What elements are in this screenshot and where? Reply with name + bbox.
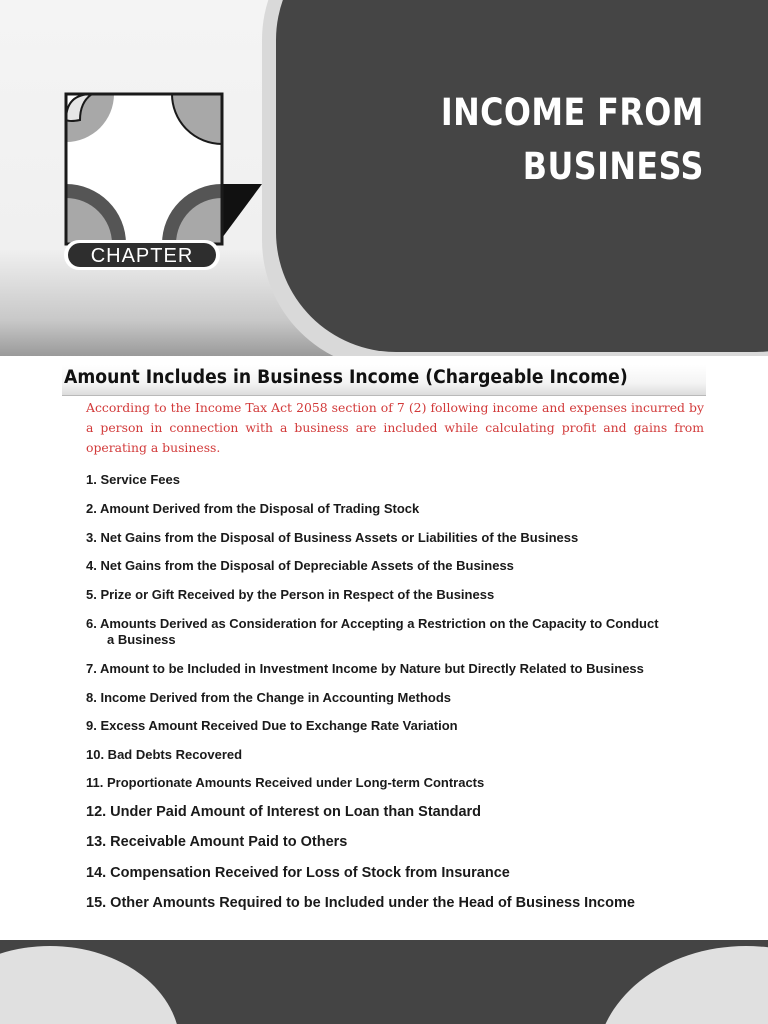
list-item: 5. Prize or Gift Received by the Person in Respect of the Business bbox=[86, 587, 495, 602]
chapter-logo-icon bbox=[60, 88, 266, 274]
list-item: 14. Compensation Received for Loss of Stock from Insurance bbox=[86, 865, 510, 881]
list-item: 4. Net Gains from the Disposal of Depreciable Assets of the Business bbox=[86, 558, 514, 573]
chapter-logo-label: CHAPTER bbox=[90, 245, 194, 267]
list-item: 11. Proportionate Amounts Received under Long-term Contracts bbox=[86, 775, 485, 790]
list-item: 13. Receivable Amount Paid to Others bbox=[86, 834, 348, 850]
list-item: 9. Excess Amount Received Due to Exchange Rate Variation bbox=[86, 718, 458, 733]
list-item: 7. Amount to be Included in Investment Income by Nature but Directly Related to Business bbox=[86, 661, 644, 676]
list-item: 10. Bad Debts Recovered bbox=[86, 747, 243, 762]
chapter-title-line1: INCOME FROM bbox=[440, 91, 704, 134]
list-item: 15. Other Amounts Required to be Included under the Head of Business Income bbox=[86, 895, 635, 911]
section-heading bbox=[62, 365, 706, 396]
intro-paragraph: According to the Income Tax Act 2058 section of 7 (2) following income and expenses incurred by a person in connection with a business are included while calculating profit and gains from operating a business. bbox=[86, 400, 704, 455]
chapter-header bbox=[0, 0, 768, 356]
list-item-continuation: a Business bbox=[107, 632, 176, 647]
footer-right-curve bbox=[596, 946, 768, 1024]
list-item: 2. Amount Derived from the Disposal of Trading Stock bbox=[86, 501, 420, 516]
list-item: 6. Amounts Derived as Consideration for Accepting a Restriction on the Capacity to Conduct a Business bbox=[86, 616, 706, 648]
chapter-title bbox=[441, 86, 704, 194]
list-item: 12. Under Paid Amount of Interest on Loan than Standard bbox=[86, 804, 482, 820]
section-heading-text: Amount Includes in Business Income (Chargeable Income) bbox=[64, 367, 628, 388]
list-item: 3. Net Gains from the Disposal of Business Assets or Liabilities of the Business bbox=[86, 530, 579, 545]
list-item: 1. Service Fees bbox=[86, 472, 180, 487]
list-item: 8. Income Derived from the Change in Accounting Methods bbox=[86, 690, 452, 705]
footer-left-curve bbox=[0, 946, 180, 1024]
chapter-title-line2: BUSINESS bbox=[522, 145, 704, 188]
page-footer-band bbox=[0, 940, 768, 1024]
